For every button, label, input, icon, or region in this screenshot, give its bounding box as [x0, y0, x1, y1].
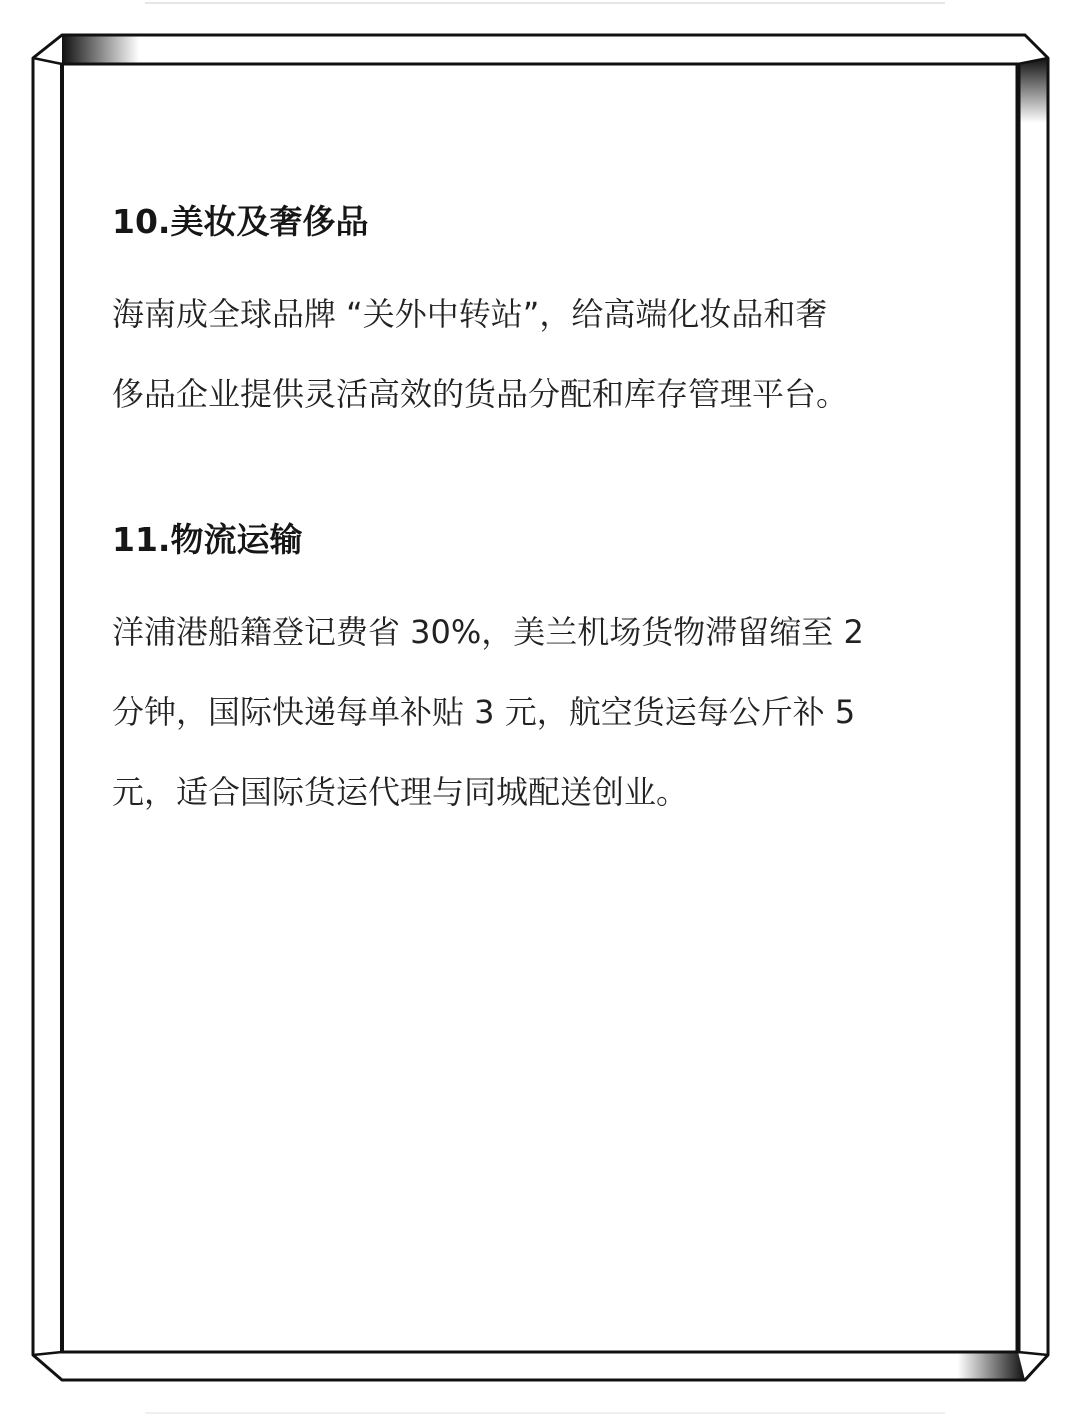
body-line: 分钟，国际快递每单补贴 3 元，航空货运每公斤补 5	[112, 693, 856, 731]
section-body	[112, 274, 992, 434]
body-line: 侈品企业提供灵活高效的货品分配和库存管理平台。	[112, 375, 849, 413]
body-line: 元，适合国际货运代理与同城配送创业。	[112, 773, 689, 811]
section-logistics	[112, 514, 992, 832]
body-line: 海南成全球品牌 “关外中转站”，给高端化妆品和奢	[112, 295, 828, 333]
body-line: 洋浦港船籍登记费省 30%，美兰机场货物滞留缩至 2	[112, 613, 864, 651]
section-body	[112, 592, 992, 832]
section-heading: 11.物流运输	[112, 520, 303, 559]
section-beauty-luxury	[112, 196, 992, 434]
section-heading: 10.美妆及奢侈品	[112, 202, 369, 241]
